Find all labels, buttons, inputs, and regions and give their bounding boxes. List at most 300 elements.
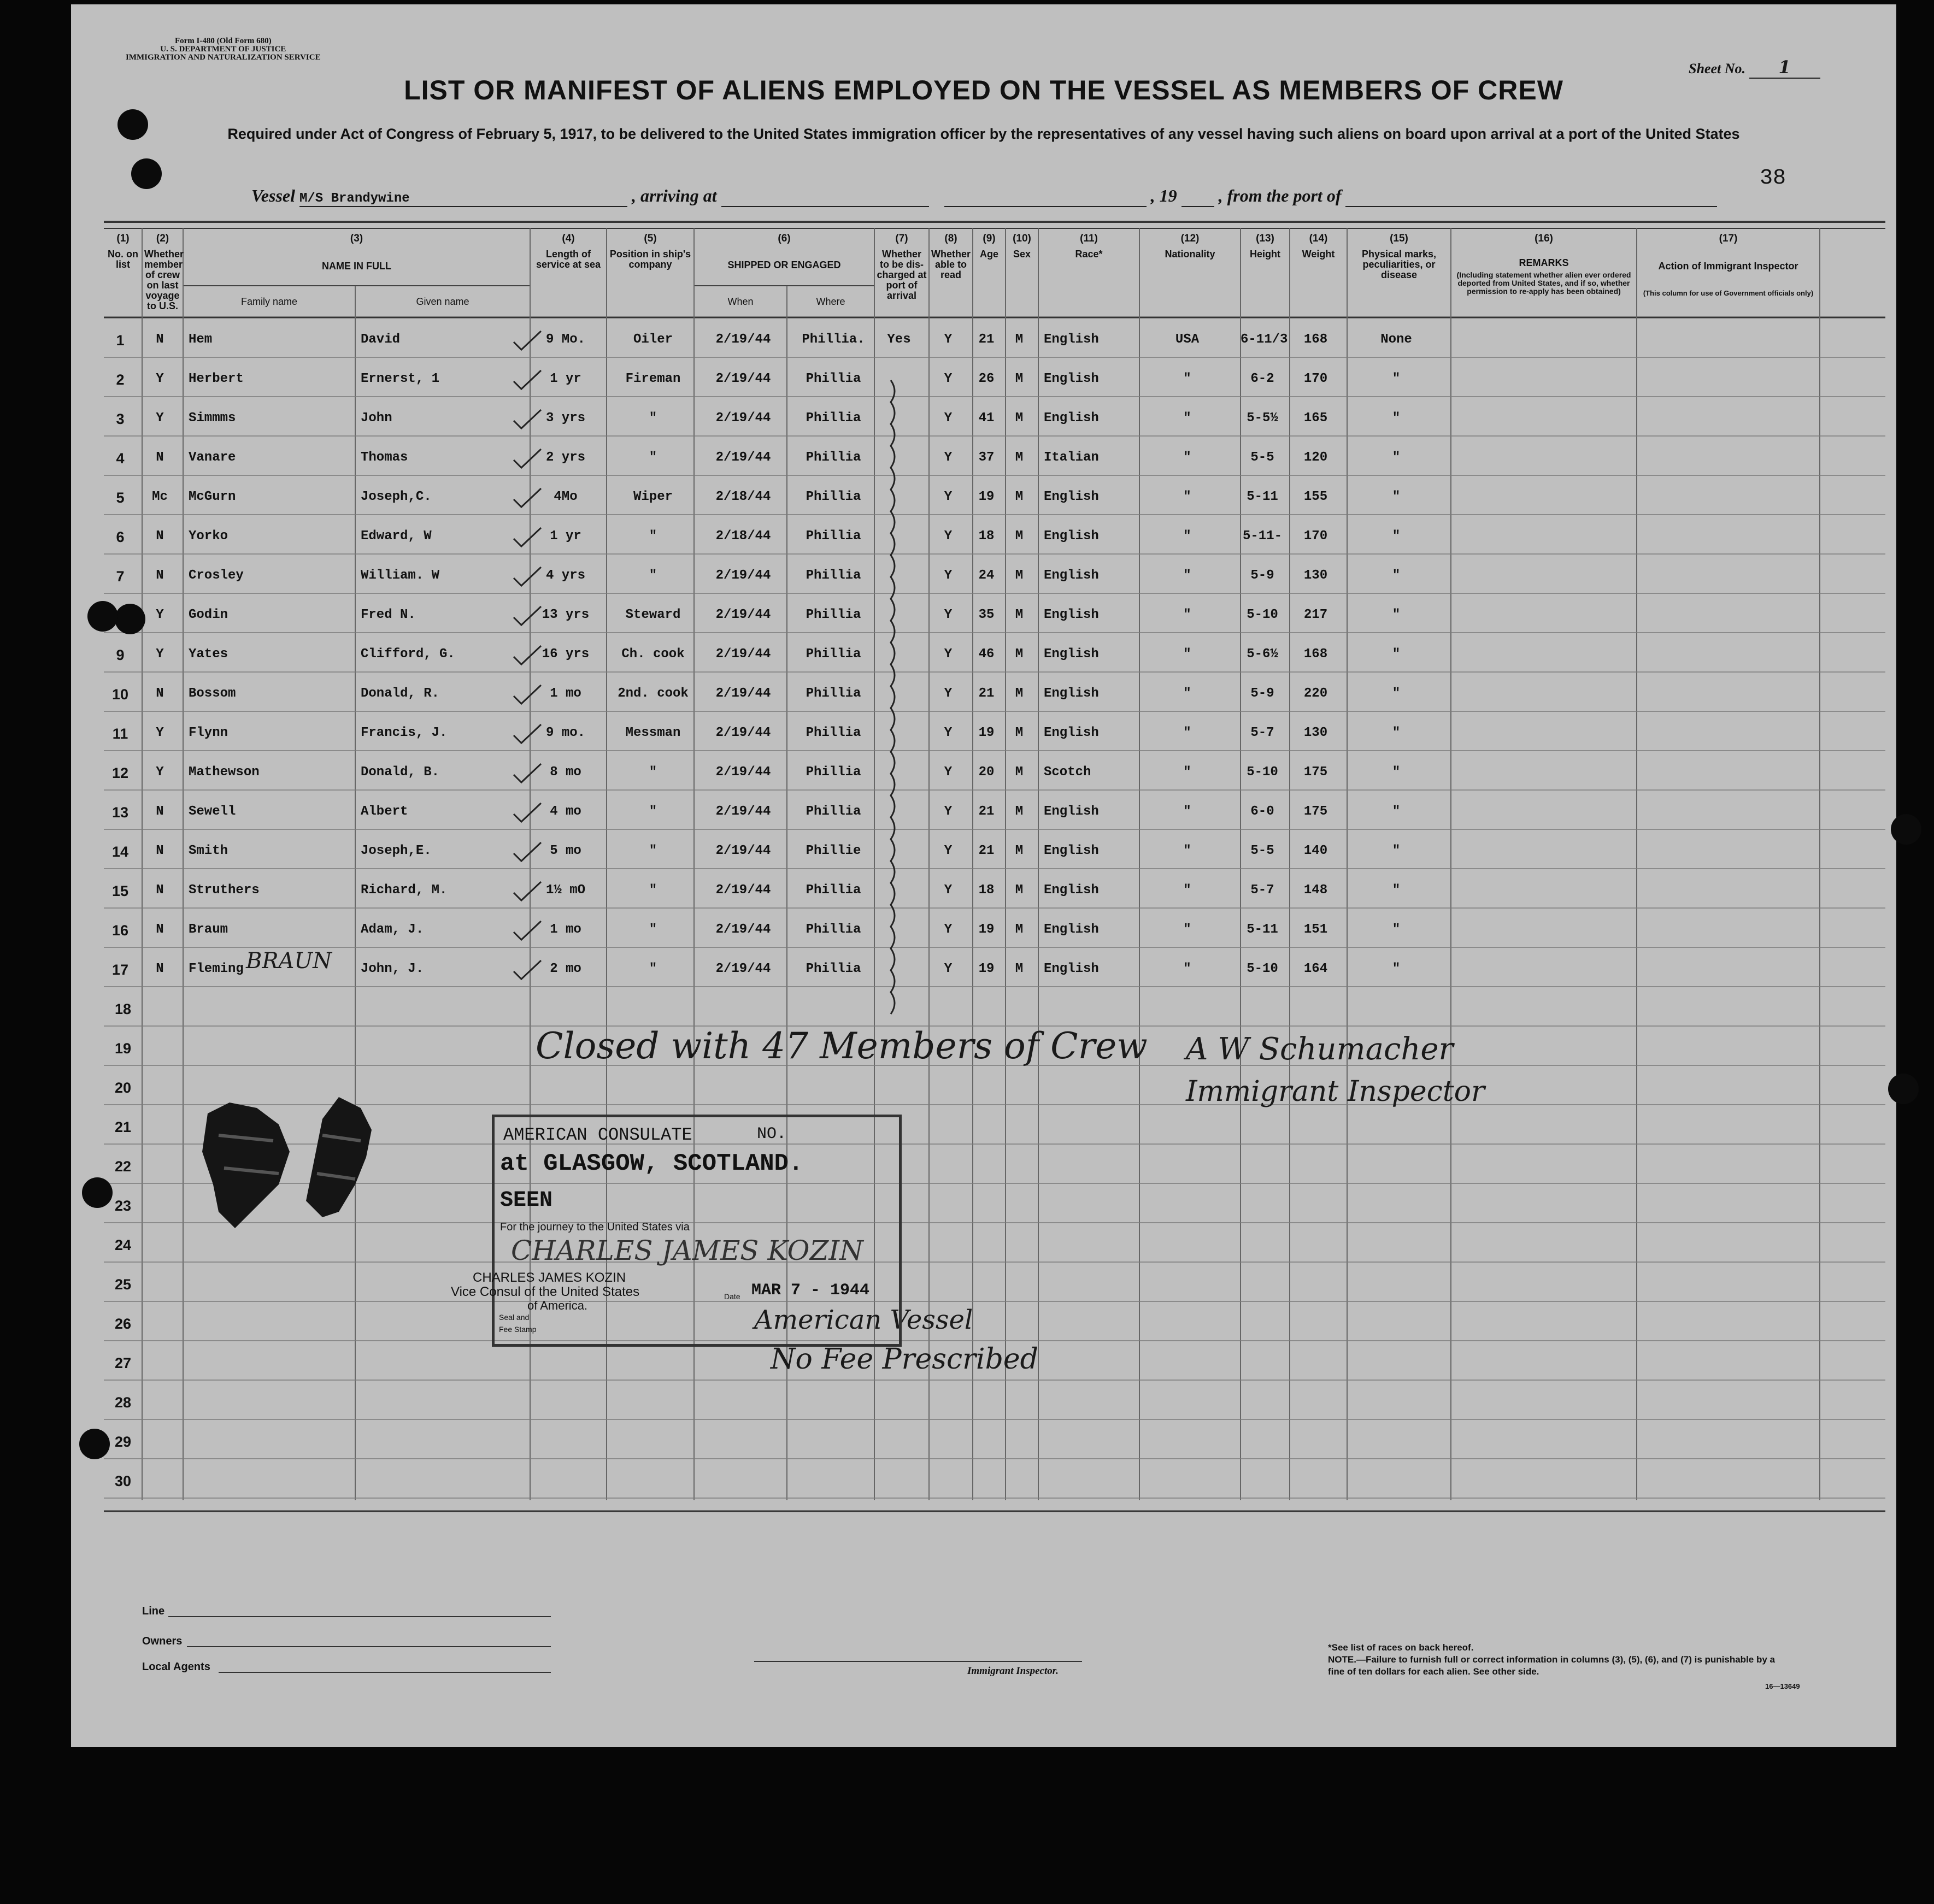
row-where: Phillia (806, 922, 861, 937)
row-no: 20 (114, 1080, 132, 1096)
row-nationality: " (1183, 608, 1191, 622)
row-height: 5-10 (1247, 608, 1278, 622)
row-read: Y (944, 450, 953, 465)
row-marks: " (1392, 608, 1401, 622)
row-service: 5 mo (550, 844, 581, 858)
row-nationality: " (1183, 962, 1191, 976)
row-no: 7 (116, 568, 125, 585)
column-label: Height (1250, 249, 1280, 260)
row-no: 29 (114, 1434, 132, 1450)
row-no: 9 (116, 647, 125, 663)
stamp-fee: Fee Stamp (499, 1325, 537, 1334)
row-position: " (649, 844, 657, 858)
row-when: 2/18/44 (715, 529, 771, 544)
row-no: 10 (111, 686, 129, 703)
row-last: Mc (152, 490, 168, 504)
footer-agents-field (219, 1672, 551, 1673)
row-weight: 140 (1303, 844, 1328, 858)
row-given: Donald, R. (361, 686, 440, 701)
column-label: Length of service at sea (536, 249, 601, 270)
row-marks: " (1392, 372, 1401, 386)
row-given: Thomas (361, 450, 408, 465)
row-position: " (649, 529, 657, 544)
sheet-value: 1 (1749, 57, 1820, 79)
row-nationality: " (1183, 411, 1191, 426)
row-no: 14 (111, 844, 129, 860)
row-read: Y (944, 844, 953, 858)
row-age: 24 (978, 568, 995, 583)
row-marks: " (1392, 529, 1401, 544)
family-name-header: Family name (240, 296, 298, 307)
row-nationality: " (1183, 922, 1191, 937)
row-sex: M (1015, 411, 1024, 426)
row-weight: 130 (1303, 726, 1328, 740)
row-no: 13 (111, 804, 129, 821)
row-nationality: " (1183, 686, 1191, 701)
row-where: Phillia (806, 411, 861, 426)
department: U. S. DEPARTMENT OF JUSTICE (160, 45, 286, 54)
column-label: REMARKS (1519, 257, 1569, 268)
row-service: 3 yrs (545, 411, 585, 426)
punch-hole (1891, 814, 1921, 845)
row-given: Fred N. (361, 608, 416, 622)
row-family: Yates (189, 647, 228, 662)
column-label: Position in ship's company (609, 249, 691, 270)
row-family: Simmms (189, 411, 236, 426)
row-given: Francis, J. (361, 726, 448, 740)
row-race: English (1044, 883, 1099, 898)
row-position: " (649, 765, 657, 780)
row-when: 2/19/44 (715, 726, 771, 740)
row-service: 9 mo. (545, 726, 585, 740)
row-when: 2/19/44 (715, 411, 771, 426)
name-in-full-header: NAME IN FULL (322, 261, 391, 272)
row-given: Richard, M. (361, 883, 448, 898)
row-marks: " (1392, 647, 1401, 662)
row-weight: 120 (1303, 450, 1328, 465)
stamp-no: NO. (757, 1125, 787, 1143)
column-number: (17) (1719, 233, 1738, 244)
column-label: No. on list (108, 249, 138, 270)
column-number: (9) (983, 233, 996, 244)
column-number: (1) (116, 233, 130, 244)
page-subtitle: Required under Act of Congress of February 5, 1917, to be delivered to the United States immigration officer by the representatives of any vessel having such aliens on board upon arrival at a port of the United States (227, 126, 1740, 142)
row-when: 2/19/44 (715, 765, 771, 780)
row-no: 5 (116, 490, 125, 506)
no-fee-note: No Fee Prescribed (771, 1343, 1038, 1376)
row-nationality: " (1183, 568, 1191, 583)
row-nationality: " (1183, 450, 1191, 465)
row-where: Phillia (806, 608, 861, 622)
column-number: (8) (944, 233, 957, 244)
inspector-title: Immigrant Inspector (1186, 1075, 1485, 1108)
row-sex: M (1015, 372, 1024, 386)
footer-agents-label: Local Agents (142, 1661, 210, 1673)
row-where: Phillia (806, 372, 861, 386)
row-race: English (1044, 647, 1099, 662)
row-sex: M (1015, 726, 1024, 740)
row-age: 46 (978, 647, 995, 662)
row-no: 27 (114, 1355, 132, 1371)
row-weight: 217 (1303, 608, 1328, 622)
row-sex: M (1015, 608, 1024, 622)
row-where: Phillia (806, 568, 861, 583)
stamp-consul-title: Vice Consul of the United States (451, 1284, 640, 1299)
row-family: Hem (189, 332, 213, 347)
row-height: 5-11 (1247, 922, 1278, 937)
row-last: N (156, 332, 164, 347)
port-field (1345, 186, 1717, 207)
column-label: Whether to be dis-charged at port of arrival (877, 249, 927, 301)
column-number: (6) (778, 233, 791, 244)
column-number: (5) (644, 233, 657, 244)
row-weight: 164 (1303, 962, 1328, 976)
row-weight: 170 (1303, 372, 1328, 386)
wax-seal-icon (197, 1092, 426, 1239)
punch-hole (79, 1429, 110, 1459)
row-weight: 130 (1303, 568, 1328, 583)
row-given: Clifford, G. (361, 647, 455, 662)
row-where: Phillia (806, 883, 861, 898)
row-age: 35 (978, 608, 995, 622)
row-nationality: " (1183, 647, 1191, 662)
row-no: 12 (111, 765, 129, 781)
stamp-consul-name: CHARLES JAMES KOZIN (473, 1270, 626, 1285)
row-position: " (649, 922, 657, 937)
row-last: N (156, 450, 164, 465)
row-marks: " (1392, 726, 1401, 740)
port-label: , from the port of (1218, 186, 1342, 205)
row-position: " (649, 411, 657, 426)
row-read: Y (944, 765, 953, 780)
row-height: 5-10 (1247, 765, 1278, 780)
consulate-stamp (451, 1115, 902, 1347)
row-no: 6 (116, 529, 125, 545)
row-when: 2/19/44 (715, 332, 771, 347)
remarks-note: (Including statement whether alien ever ordered deported from United States, and if so, whether permission to re-apply has been obtained) (1456, 270, 1631, 296)
footer-line-label: Line (142, 1605, 165, 1617)
row-last: Y (156, 647, 164, 662)
column-label: Whether member of crew on last voyage to U.S. (144, 249, 184, 311)
row-age: 21 (978, 804, 995, 819)
row-age: 20 (978, 765, 995, 780)
row-family: Bossom (189, 686, 236, 701)
row-given: Joseph,C. (361, 490, 432, 504)
column-label: Action of Immigrant Inspector (1658, 261, 1798, 272)
row-when: 2/19/44 (715, 844, 771, 858)
row-weight: 148 (1303, 883, 1328, 898)
column-number: (10) (1013, 233, 1031, 244)
year-label: , 19 (1150, 186, 1177, 205)
row-no: 24 (114, 1237, 132, 1253)
footer-note-races: *See list of races on back hereof. (1328, 1642, 1474, 1653)
row-height: 5-11- (1242, 529, 1282, 544)
row-last: N (156, 529, 164, 544)
footer-code: 16—13649 (1765, 1682, 1800, 1690)
row-given: Joseph,E. (361, 844, 432, 858)
row-weight: 175 (1303, 804, 1328, 819)
row-height: 6-2 (1250, 372, 1274, 386)
row-height: 5-5½ (1247, 411, 1278, 426)
row-when: 2/19/44 (715, 962, 771, 976)
row-weight: 168 (1303, 647, 1328, 662)
row-marks: " (1392, 804, 1401, 819)
row-read: Y (944, 568, 953, 583)
row-race: English (1044, 962, 1099, 976)
row-where: Phillie (806, 844, 861, 858)
column-label: Nationality (1165, 249, 1215, 260)
row-race: English (1044, 411, 1099, 426)
footer-line-field (168, 1616, 551, 1617)
punch-hole (82, 1177, 113, 1208)
row-family: Flynn (189, 726, 228, 740)
where-header: Where (816, 296, 845, 307)
stamp-consulate: AMERICAN CONSULATE (503, 1125, 692, 1145)
footer-note-fine: NOTE.—Failure to furnish full or correct information in columns (3), (5), (6), and (7) is punishable by a fine of ten dollars for each alien. See other side. (1328, 1654, 1775, 1677)
column-number: (16) (1535, 233, 1553, 244)
row-marks: " (1392, 962, 1401, 976)
row-read: Y (944, 372, 953, 386)
row-given: Edward, W (361, 529, 432, 544)
column-number: (4) (562, 233, 575, 244)
footer-owners-field (187, 1646, 551, 1647)
row-position: " (649, 804, 657, 819)
row-race: English (1044, 372, 1099, 386)
row-last: Y (156, 608, 164, 622)
row-given: Adam, J. (361, 922, 424, 937)
row-nationality: USA (1175, 332, 1200, 347)
footer-inspector-label: Immigrant Inspector. (967, 1665, 1059, 1677)
row-race: English (1044, 804, 1099, 819)
page-title: LIST OR MANIFEST OF ALIENS EMPLOYED ON THE VESSEL AS MEMBERS OF CREW (404, 75, 1563, 105)
row-race: English (1044, 922, 1099, 937)
row-read: Y (944, 686, 953, 701)
row-position: Fireman (625, 372, 681, 386)
row-nationality: " (1183, 490, 1191, 504)
row-sex: M (1015, 568, 1024, 583)
row-read: Y (944, 922, 953, 937)
row-service: 9 Mo. (545, 332, 585, 347)
column-label: Whether able to read (931, 249, 971, 280)
vessel-label: Vessel (251, 186, 295, 205)
row-age: 18 (978, 529, 995, 544)
row-position: " (649, 962, 657, 976)
punch-hole (87, 601, 118, 632)
form-number: Form I-480 (Old Form 680) (174, 37, 272, 45)
row-service: 1½ mO (545, 883, 585, 898)
row-sex: M (1015, 490, 1024, 504)
row-no: 2 (116, 372, 125, 388)
row-service: 16 yrs (542, 647, 590, 662)
row-no: 18 (114, 1001, 132, 1017)
row-family: McGurn (189, 490, 236, 504)
closed-note: Closed with 47 Members of Crew (536, 1025, 1148, 1067)
column-label: Sex (1013, 249, 1031, 260)
row-position: Messman (625, 726, 681, 740)
row-sex: M (1015, 922, 1024, 937)
row-family: Crosley (189, 568, 244, 583)
row-service: 4Mo (554, 490, 578, 504)
row-race: English (1044, 332, 1099, 347)
punch-hole (1888, 1074, 1919, 1104)
row-age: 19 (978, 490, 995, 504)
vessel-name: M/S Brandywine (299, 191, 627, 207)
row-race: Scotch (1044, 765, 1091, 780)
row-no: 3 (116, 411, 125, 427)
row-family: Herbert (189, 372, 244, 386)
row-age: 19 (978, 962, 995, 976)
row-given: David (361, 332, 401, 347)
row-family: Fleming (189, 962, 244, 976)
row-service: 2 yrs (545, 450, 585, 465)
row-given: Donald, B. (361, 765, 440, 780)
row-last: Y (156, 765, 164, 780)
row-when: 2/19/44 (715, 647, 771, 662)
shipped-engaged-header: SHIPPED OR ENGAGED (727, 260, 841, 270)
row-read: Y (944, 647, 953, 662)
braun-correction: BRAUN (246, 948, 332, 974)
stamp-date: MAR 7 - 1944 (751, 1281, 870, 1300)
action-note: (This column for use of Government officials only) (1643, 289, 1814, 297)
page-number: 38 (1760, 166, 1786, 191)
row-service: 4 yrs (545, 568, 585, 583)
row-age: 21 (978, 686, 995, 701)
row-sex: M (1015, 647, 1024, 662)
row-read: Y (944, 883, 953, 898)
row-marks: " (1392, 922, 1401, 937)
row-last: N (156, 804, 164, 819)
row-family: Vanare (189, 450, 236, 465)
row-read: Y (944, 962, 953, 976)
row-given: Ernerst, 1 (361, 372, 440, 386)
row-height: 5-5 (1250, 450, 1274, 465)
row-given: John (361, 411, 392, 426)
footer-inspector-line (754, 1661, 1082, 1662)
year-field (1181, 186, 1214, 207)
row-nationality: " (1183, 726, 1191, 740)
row-given: William. W (361, 568, 440, 583)
row-no: 30 (114, 1473, 132, 1489)
column-label: Age (979, 249, 998, 260)
row-read: Y (944, 608, 953, 622)
row-nationality: " (1183, 804, 1191, 819)
manifest-sheet (71, 4, 1896, 1747)
row-no: 11 (112, 726, 128, 742)
row-position: Steward (625, 608, 681, 622)
row-where: Phillia (806, 962, 861, 976)
row-weight: 165 (1303, 411, 1328, 426)
row-height: 6-11/3 (1241, 332, 1288, 347)
form-info (126, 37, 321, 62)
row-marks: " (1392, 411, 1401, 426)
punch-hole (131, 158, 162, 189)
given-name-header: Given name (416, 296, 469, 307)
row-service: 1 yr (550, 529, 581, 544)
row-where: Phillia (806, 686, 861, 701)
row-last: N (156, 568, 164, 583)
row-no: 4 (116, 450, 125, 467)
row-service: 8 mo (550, 765, 581, 780)
row-sex: M (1015, 883, 1024, 898)
row-age: 19 (978, 726, 995, 740)
row-last: N (156, 962, 164, 976)
row-position: " (649, 450, 657, 465)
row-when: 2/19/44 (715, 686, 771, 701)
row-marks: " (1392, 490, 1401, 504)
stamp-location: at GLASGOW, SCOTLAND. (500, 1150, 803, 1177)
row-read: Y (944, 411, 953, 426)
row-sex: M (1015, 804, 1024, 819)
row-height: 5-11 (1247, 490, 1278, 504)
row-position: 2nd. cook (618, 686, 689, 701)
row-discharged: Yes (887, 332, 911, 347)
row-no: 15 (111, 883, 129, 899)
row-last: N (156, 686, 164, 701)
row-no: 19 (114, 1040, 132, 1057)
row-when: 2/18/44 (715, 490, 771, 504)
column-number: (7) (895, 233, 908, 244)
punch-hole (117, 109, 148, 140)
row-last: N (156, 883, 164, 898)
consul-signature: CHARLES JAMES KOZIN (511, 1235, 863, 1266)
row-sex: M (1015, 686, 1024, 701)
stamp-journey: For the journey to the United States via (500, 1221, 690, 1233)
date-field (944, 186, 1147, 207)
row-last: Y (156, 411, 164, 426)
row-service: 1 mo (550, 686, 581, 701)
row-sex: M (1015, 332, 1024, 347)
row-height: 6-0 (1250, 804, 1274, 819)
column-number: (3) (350, 233, 363, 244)
row-no: 16 (111, 922, 129, 939)
row-read: Y (944, 529, 953, 544)
row-family: Struthers (189, 883, 260, 898)
row-family: Braum (189, 922, 228, 937)
footer-owners-label: Owners (142, 1635, 183, 1647)
row-last: Y (156, 372, 164, 386)
row-race: English (1044, 608, 1099, 622)
row-family: Mathewson (189, 765, 260, 780)
column-number: (11) (1080, 233, 1098, 244)
row-age: 19 (978, 922, 995, 937)
row-height: 5-5 (1250, 844, 1274, 858)
row-where: Phillia (806, 529, 861, 544)
row-position: Wiper (633, 490, 673, 504)
row-position: Ch. cook (621, 647, 685, 662)
stamp-of-america: of America. (527, 1299, 588, 1312)
row-no: 28 (114, 1394, 132, 1411)
row-race: English (1044, 726, 1099, 740)
row-sex: M (1015, 844, 1024, 858)
row-service: 1 yr (550, 372, 581, 386)
row-race: English (1044, 490, 1099, 504)
row-sex: M (1015, 765, 1024, 780)
sheet-label: Sheet No. (1689, 61, 1745, 76)
row-weight: 151 (1303, 922, 1328, 937)
row-family: Sewell (189, 804, 236, 819)
row-position: Oiler (633, 332, 673, 347)
row-no: 21 (114, 1119, 132, 1135)
arriving-label: , arriving at (632, 186, 717, 205)
row-read: Y (944, 490, 953, 504)
row-no: 17 (111, 962, 129, 978)
row-last: Y (156, 726, 164, 740)
row-race: English (1044, 529, 1099, 544)
row-nationality: " (1183, 529, 1191, 544)
row-age: 21 (978, 844, 995, 858)
row-nationality: " (1183, 372, 1191, 386)
row-age: 41 (978, 411, 995, 426)
